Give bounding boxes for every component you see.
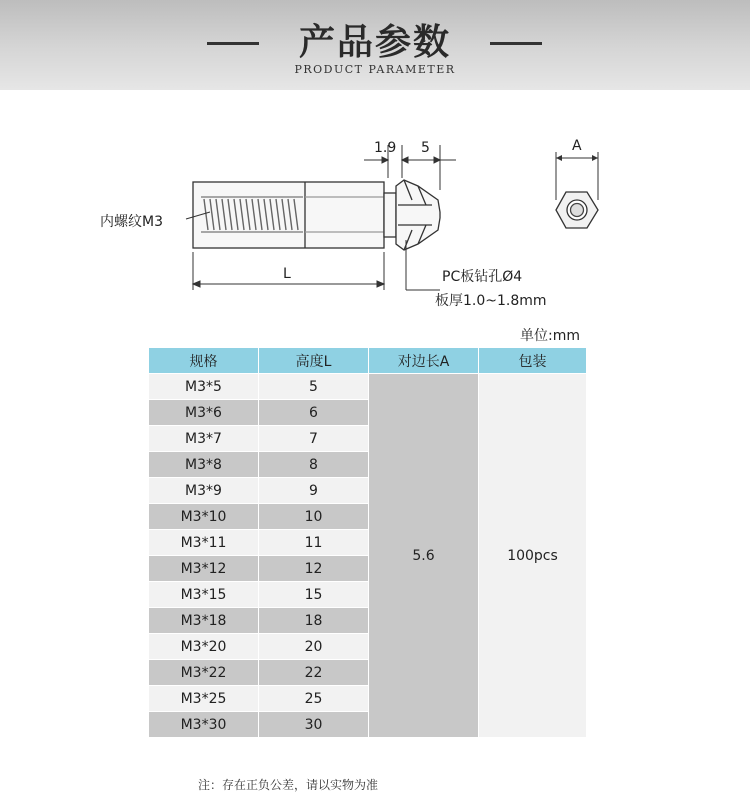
thread-label: 内螺纹M3 <box>100 214 163 230</box>
spec-cell: M3*18 <box>149 608 259 634</box>
height-cell: 6 <box>259 400 369 426</box>
spec-cell: M3*6 <box>149 400 259 426</box>
header-banner <box>0 0 750 90</box>
page-title: 产品参数 <box>298 21 451 63</box>
height-cell: 12 <box>259 556 369 582</box>
height-cell: 11 <box>259 530 369 556</box>
height-cell: 15 <box>259 582 369 608</box>
height-cell: 20 <box>259 634 369 660</box>
spec-cell: M3*30 <box>149 712 259 738</box>
title-right-rule <box>490 42 542 45</box>
board-thickness-label: 板厚1.0~1.8mm <box>435 293 547 309</box>
spec-cell: M3*20 <box>149 634 259 660</box>
gap-label: 1.9 <box>374 140 397 156</box>
spec-cell: M3*22 <box>149 660 259 686</box>
spec-cell: M3*10 <box>149 504 259 530</box>
spec-cell: M3*25 <box>149 686 259 712</box>
header-height: 高度L <box>259 348 369 374</box>
hex-size-cell: 5.6 <box>369 374 479 738</box>
tolerance-note: 注：存在正负公差，请以实物为准 <box>198 778 379 792</box>
table-row <box>149 374 587 400</box>
header-hex-size: 对边长A <box>369 348 479 374</box>
height-cell: 7 <box>259 426 369 452</box>
unit-label: 单位:mm <box>520 328 580 344</box>
height-cell: 30 <box>259 712 369 738</box>
page-subtitle: PRODUCT PARAMETER <box>294 63 456 76</box>
packaging-cell: 100pcs <box>479 374 587 738</box>
spec-cell: M3*7 <box>149 426 259 452</box>
spec-cell: M3*9 <box>149 478 259 504</box>
spec-cell: M3*12 <box>149 556 259 582</box>
table-header-row <box>149 348 587 374</box>
spec-cell: M3*8 <box>149 452 259 478</box>
height-cell: 18 <box>259 608 369 634</box>
clip-length-label: 5 <box>421 140 430 156</box>
product-diagram <box>0 90 750 325</box>
height-cell: 5 <box>259 374 369 400</box>
spec-cell: M3*5 <box>149 374 259 400</box>
header-packaging: 包装 <box>479 348 587 374</box>
standoff-drawing <box>193 180 440 250</box>
spec-cell: M3*11 <box>149 530 259 556</box>
height-cell: 8 <box>259 452 369 478</box>
length-label: L <box>283 266 291 282</box>
spec-cell: M3*15 <box>149 582 259 608</box>
hex-size-label: A <box>572 138 582 154</box>
height-cell: 9 <box>259 478 369 504</box>
spec-table <box>148 347 587 738</box>
height-cell: 10 <box>259 504 369 530</box>
height-cell: 22 <box>259 660 369 686</box>
header-spec: 规格 <box>149 348 259 374</box>
hex-end-view <box>556 152 598 228</box>
height-cell: 25 <box>259 686 369 712</box>
pc-hole-label: PC板钻孔Ø4 <box>442 269 523 285</box>
